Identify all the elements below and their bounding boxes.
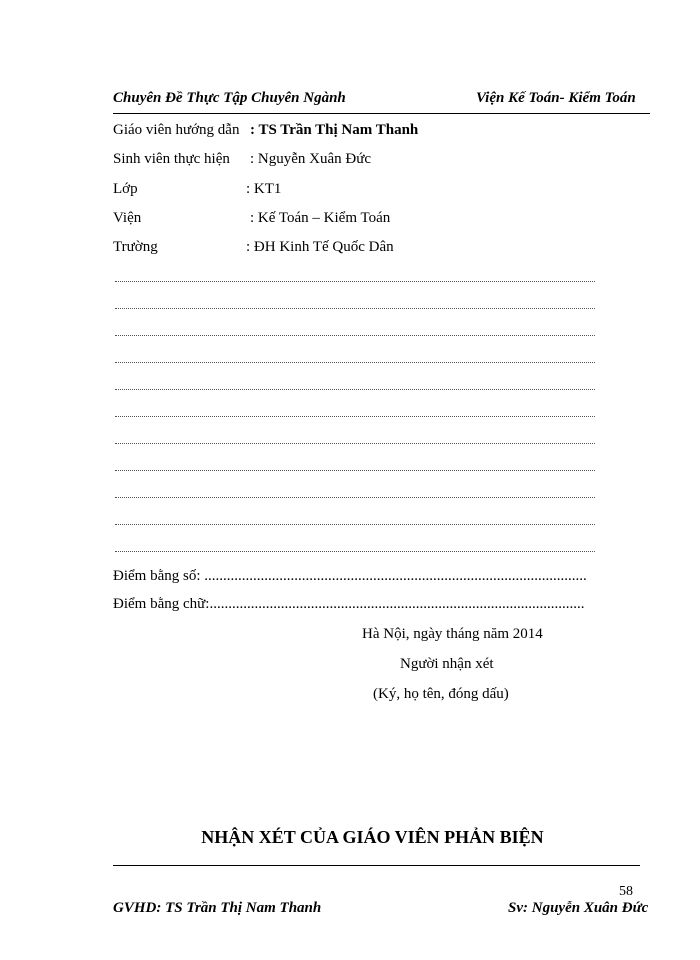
comment-line (115, 362, 595, 363)
comment-line (115, 497, 595, 498)
header-rule (113, 113, 650, 114)
comment-line (115, 551, 595, 552)
comment-line (115, 416, 595, 417)
footer-right: Sv: Nguyễn Xuân Đức (508, 900, 649, 916)
institute-value: : Kế Toán – Kiểm Toán (250, 210, 391, 226)
school-value: : ĐH Kinh Tế Quốc Dân (246, 239, 394, 255)
section-rule (113, 865, 640, 866)
header-left: Chuyên Đề Thực Tập Chuyên Ngành (113, 90, 346, 106)
comment-line (115, 524, 595, 525)
comment-line (115, 335, 595, 336)
advisor-label: Giáo viên hướng dẫn (113, 122, 240, 138)
comment-line (115, 470, 595, 471)
institute-label: Viện (113, 210, 142, 226)
school-label: Trường (113, 239, 158, 255)
comment-line (115, 443, 595, 444)
section-title: NHẬN XÉT CỦA GIÁO VIÊN PHẢN BIỆN (201, 827, 544, 847)
signature-reviewer: Người nhận xét (400, 656, 494, 672)
student-value: : Nguyễn Xuân Đức (250, 151, 372, 167)
signature-date: Hà Nội, ngày tháng năm 2014 (362, 626, 543, 642)
comment-line (115, 389, 595, 390)
page-number: 58 (619, 884, 633, 899)
score-numeric: Điểm bằng số: ...................................................................................................... (113, 568, 587, 584)
advisor-value: : TS Trần Thị Nam Thanh (250, 122, 419, 138)
class-value: : KT1 (246, 181, 282, 197)
student-label: Sinh viên thực hiện (113, 151, 230, 167)
header-right: Viện Kế Toán- Kiểm Toán (476, 90, 636, 106)
score-words: Điểm bằng chữ:.................................................................................................... (113, 596, 585, 612)
comment-line (115, 308, 595, 309)
comment-line (115, 281, 595, 282)
signature-note: (Ký, họ tên, đóng dấu) (373, 686, 509, 702)
footer-left: GVHD: TS Trần Thị Nam Thanh (113, 900, 322, 916)
class-label: Lớp (113, 181, 138, 197)
